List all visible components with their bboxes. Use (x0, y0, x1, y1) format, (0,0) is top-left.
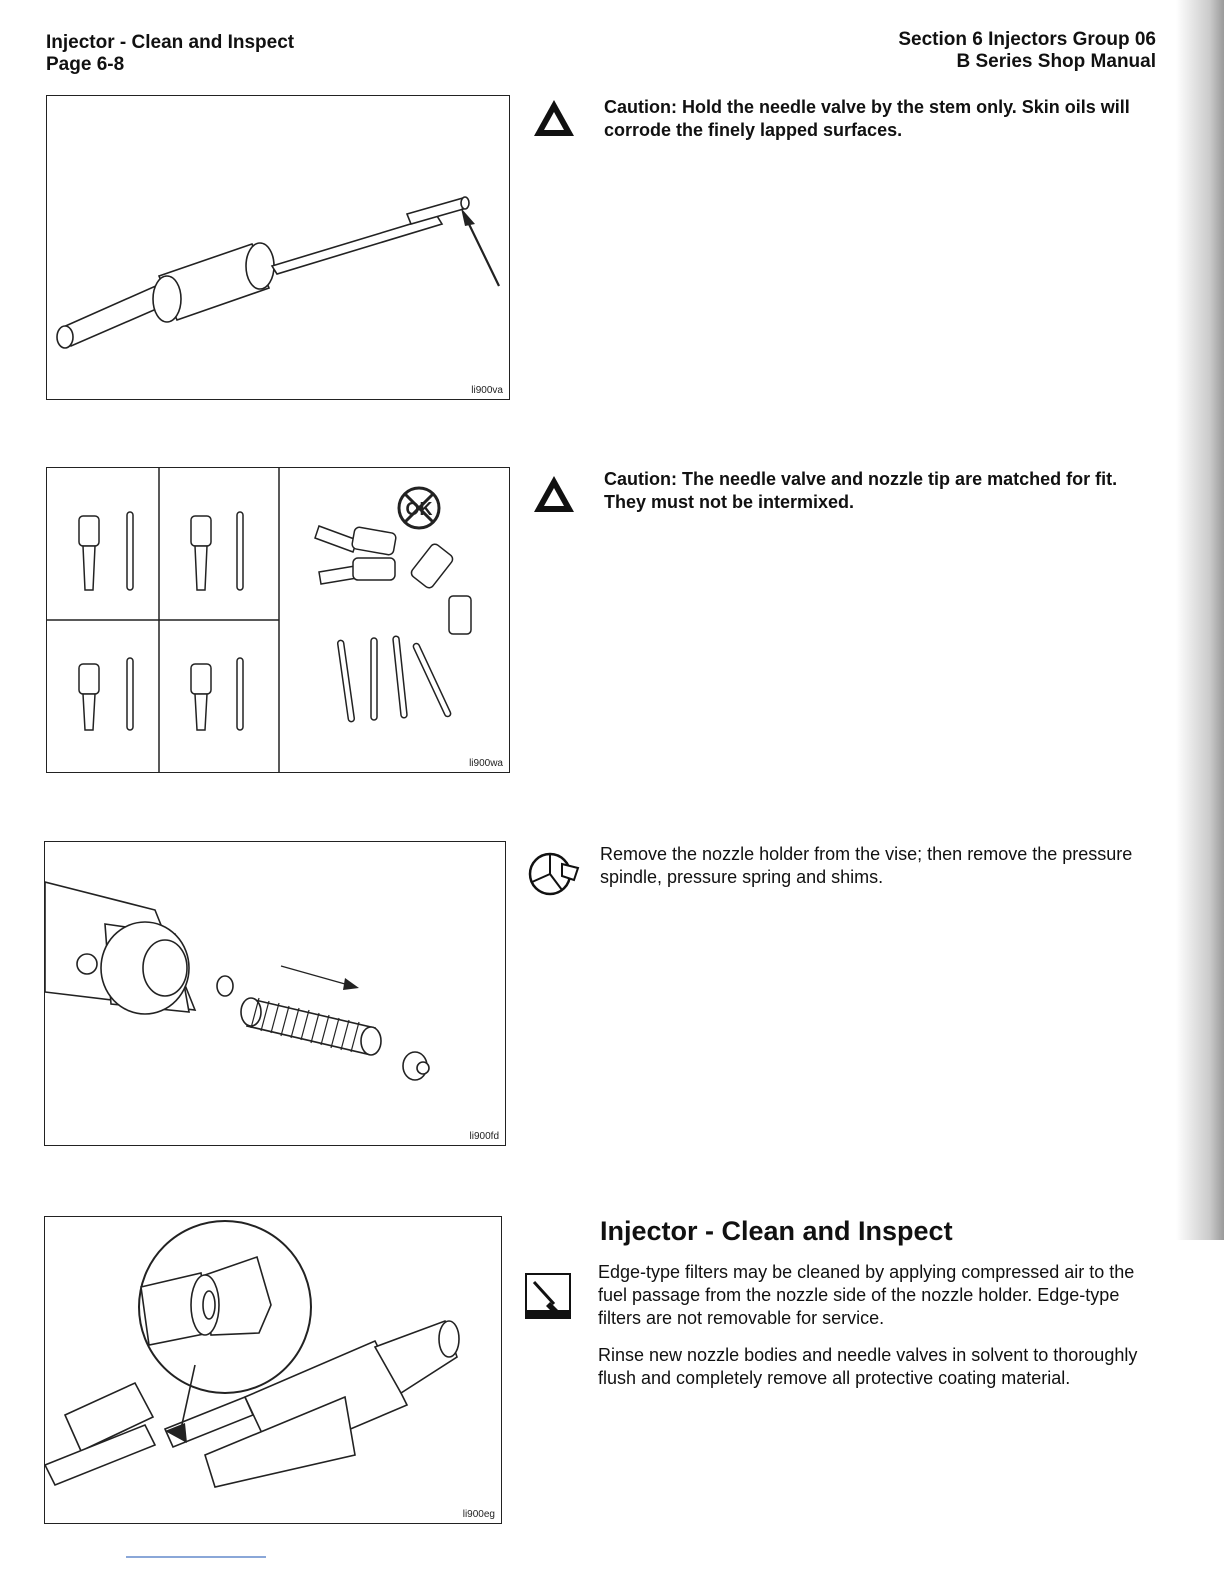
caution-matched-parts: Caution: The needle valve and nozzle tip are matched for fit. They must not be intermixed. (604, 469, 1118, 512)
figure-matched-parts (46, 467, 510, 773)
page-number: Page 6-8 (46, 54, 125, 75)
section-label: Section 6 Injectors Group 06 (898, 29, 1156, 50)
figure-id: li900eg (462, 1509, 495, 1520)
paragraph-edge-filters: Edge-type filters may be cleaned by applying compressed air to the fuel passage from the nozzle side of the nozzle holder. Edge-type filters are not removable for service. (598, 1262, 1135, 1328)
paragraph-rinse: Rinse new nozzle bodies and needle valves in solvent to thoroughly flush and completely remove all protective coating material. (598, 1345, 1138, 1388)
needle-valve-illustration (47, 96, 509, 399)
manual-title: B Series Shop Manual (956, 51, 1156, 72)
disassembly-wheel-icon (526, 846, 582, 903)
filter-cleaning-illustration (45, 1217, 501, 1523)
spring-removal-illustration (45, 842, 505, 1145)
figure-needle-valve (46, 95, 510, 400)
matched-parts-illustration (47, 468, 509, 772)
footer-rule (126, 1556, 266, 1558)
figure-filter-cleaning (44, 1216, 502, 1524)
figure-id: li900va (471, 385, 503, 396)
figure-id: li900wa (469, 758, 503, 769)
step-remove-spindle: Remove the nozzle holder from the vise; then remove the pressure spindle, pressure spring and shims. (600, 844, 1133, 887)
header-left (46, 32, 294, 76)
header-right (898, 29, 1156, 73)
caution-needle-valve: Caution: Hold the needle valve by the stem only. Skin oils will corrode the finely lapped surfaces. (604, 97, 1130, 140)
cleaning-brush-icon (524, 1272, 572, 1325)
warning-triangle-icon (532, 98, 576, 143)
warning-triangle-icon (532, 474, 576, 519)
header-left-title: Injector - Clean and Inspect (46, 32, 295, 53)
scan-edge-shadow (1176, 0, 1224, 1240)
ok-mark-text: OK (405, 499, 433, 519)
figure-id: li900fd (469, 1131, 499, 1142)
figure-spring-removal (44, 841, 506, 1146)
section-title: Injector - Clean and Inspect (600, 1216, 953, 1246)
